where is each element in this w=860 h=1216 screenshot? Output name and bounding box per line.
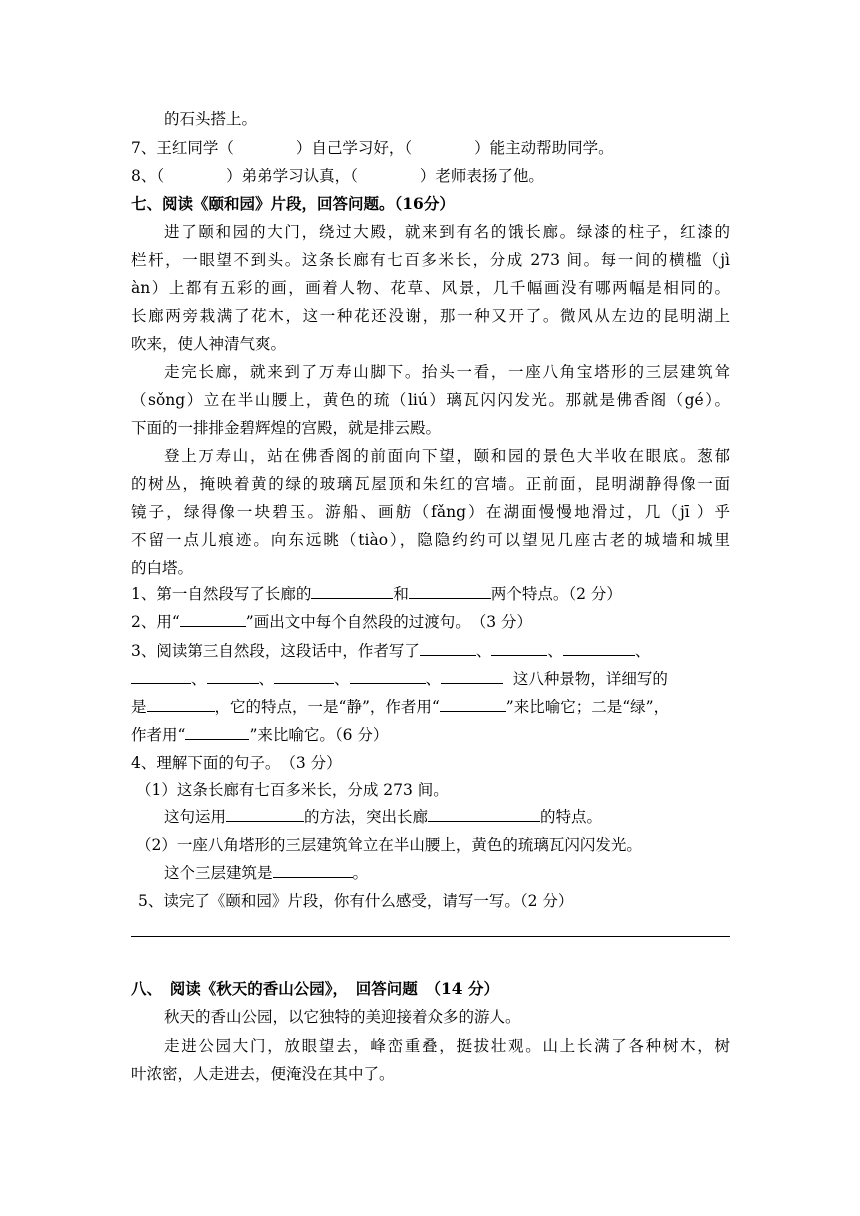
passage-line: 走进公园大门，放眼望去，峰峦重叠，挺拔壮观。山上长满了各种树木，树 <box>164 1037 730 1055</box>
question-2 <box>131 611 532 633</box>
answer-blank[interactable] <box>311 583 393 599</box>
question-text: ”画出文中每个自然段的过渡句。 （3 分） <box>245 613 533 631</box>
separator: 、 <box>634 642 651 660</box>
question-text: 的特点。 <box>540 808 603 826</box>
answer-blank[interactable] <box>131 668 191 684</box>
question-4-2-answer <box>164 862 368 884</box>
answer-blank[interactable] <box>185 724 249 740</box>
answer-blank[interactable] <box>207 668 259 684</box>
question-4-1-answer <box>164 806 602 828</box>
section-8-title: 八、 阅读《秋天的香山公园》， 回答问题 （14 分） <box>131 979 499 998</box>
question-4-sentence-1: （1）这条长廊有七百多米长，分成 273 间。 <box>136 781 449 799</box>
separator: 、 <box>258 670 275 688</box>
answer-blank[interactable] <box>409 583 491 599</box>
answer-blank[interactable] <box>420 640 476 656</box>
separator: 、 <box>191 670 207 688</box>
question-3-cont <box>131 668 668 690</box>
question-text: 和 <box>393 585 409 603</box>
question-text: ”来比喻它；二是“绿”， <box>505 698 670 716</box>
question-text: 2、用“ <box>131 613 180 631</box>
answer-blank[interactable] <box>441 668 503 684</box>
answer-blank[interactable] <box>350 668 426 684</box>
answer-blank[interactable] <box>274 668 334 684</box>
question-3 <box>131 640 650 662</box>
separator: 、 <box>547 642 563 660</box>
question-text: 的方法，突出长廊 <box>304 808 429 826</box>
passage-line: 镜子，绿得像一块碧玉。游船、画舫（fǎng）在湖面慢慢地滑过，几（jī ）乎 <box>131 503 730 521</box>
section-7-title: 七、阅读《颐和园》片段，回答问题。（16分） <box>131 194 455 213</box>
separator: 、 <box>475 642 492 660</box>
answer-line <box>131 936 730 937</box>
question-3-cont <box>131 696 669 718</box>
answer-blank[interactable] <box>147 696 215 712</box>
answer-blank[interactable] <box>180 611 246 627</box>
question-4: 4、理解下面的句子。 （3 分） <box>131 754 342 772</box>
answer-blank[interactable] <box>273 862 353 878</box>
question-1 <box>131 583 622 605</box>
question-text: ，它的特点，一是“静”，作者用“ <box>214 698 440 716</box>
question-3-cont <box>131 724 388 746</box>
question-text: 这句运用 <box>164 808 227 826</box>
passage-line: 的树丛，掩映着黄的绿的玻璃瓦屋顶和朱红的宫墙。正前面，昆明湖静得像一面 <box>131 475 730 493</box>
separator: 、 <box>334 670 350 688</box>
question-text: 两个特点。（2 分） <box>490 585 622 603</box>
question-text: 这个三层建筑是 <box>164 864 273 882</box>
passage-line: 秋天的香山公园，以它独特的美迎接着众多的游人。 <box>164 1008 521 1026</box>
answer-blank[interactable] <box>226 806 304 822</box>
passage-line: 不留一点儿痕迹。向东远眺（tiào），隐隐约约可以望见几座古老的城墙和城里 <box>131 531 730 549</box>
passage-line: 吹来，使人神清气爽。 <box>131 335 287 353</box>
passage-line: 栏杆，一眼望不到头。这条长廊有七百多米长，分成 273 间。每一间的横槛（jì <box>131 251 730 269</box>
text-line: 的石头搭上。 <box>164 110 258 128</box>
passage-line: 进了颐和园的大门，绕过大殿，就来到有名的饿长廊。绿漆的柱子，红漆的 <box>164 223 730 241</box>
question-text: 3、阅读第三自然段，这段话中，作者写了 <box>131 642 420 660</box>
question-text: ”来比喻它。（6 分） <box>249 726 389 744</box>
passage-line: （sǒng）立在半山腰上，黄色的琉（liú）璃瓦闪闪发光。那就是佛香阁（gé）。 <box>131 391 730 409</box>
separator: 、 <box>425 670 442 688</box>
passage-line: 的白塔。 <box>131 559 194 577</box>
question-4-sentence-2: （2）一座八角塔形的三层建筑耸立在半山腰上，黄色的琉璃瓦闪闪发光。 <box>136 836 642 854</box>
question-8: 8、（ ）弟弟学习认真，（ ）老师表扬了他。 <box>131 167 544 185</box>
passage-line: àn）上都有五彩的画，画着人物、花草、风景，几千幅画没有哪两幅是相同的。 <box>131 279 730 297</box>
question-text: 1、第一自然段写了长廊的 <box>131 585 312 603</box>
passage-line: 下面的一排排金碧辉煌的宫殿，就是排云殿。 <box>131 419 442 437</box>
question-text: 是 <box>131 698 147 716</box>
question-5: 5、读完了《颐和园》片段，你有什么感受，请写一写。（2 分） <box>138 892 574 910</box>
answer-blank[interactable] <box>563 640 635 656</box>
passage-line: 登上万寿山，站在佛香阁的前面向下望，颐和园的景色大半收在眼底。葱郁 <box>164 447 730 465</box>
passage-line: 走完长廊，就来到了万寿山脚下。抬头一看，一座八角宝塔形的三层建筑耸 <box>164 363 730 381</box>
answer-blank[interactable] <box>491 640 547 656</box>
question-text: 这八种景物，详细写的 <box>512 670 668 688</box>
passage-line: 叶浓密，人走进去，便淹没在其中了。 <box>131 1065 395 1083</box>
answer-blank[interactable] <box>440 696 506 712</box>
passage-line: 长廊两旁栽满了花木，这一种花还没谢，那一种又开了。微风从左边的昆明湖上 <box>131 307 730 325</box>
question-text: 作者用“ <box>131 726 186 744</box>
answer-blank[interactable] <box>428 806 540 822</box>
question-7: 7、王红同学（ ）自己学习好，（ ）能主动帮助同学。 <box>131 139 614 157</box>
question-text: 。 <box>352 864 369 882</box>
